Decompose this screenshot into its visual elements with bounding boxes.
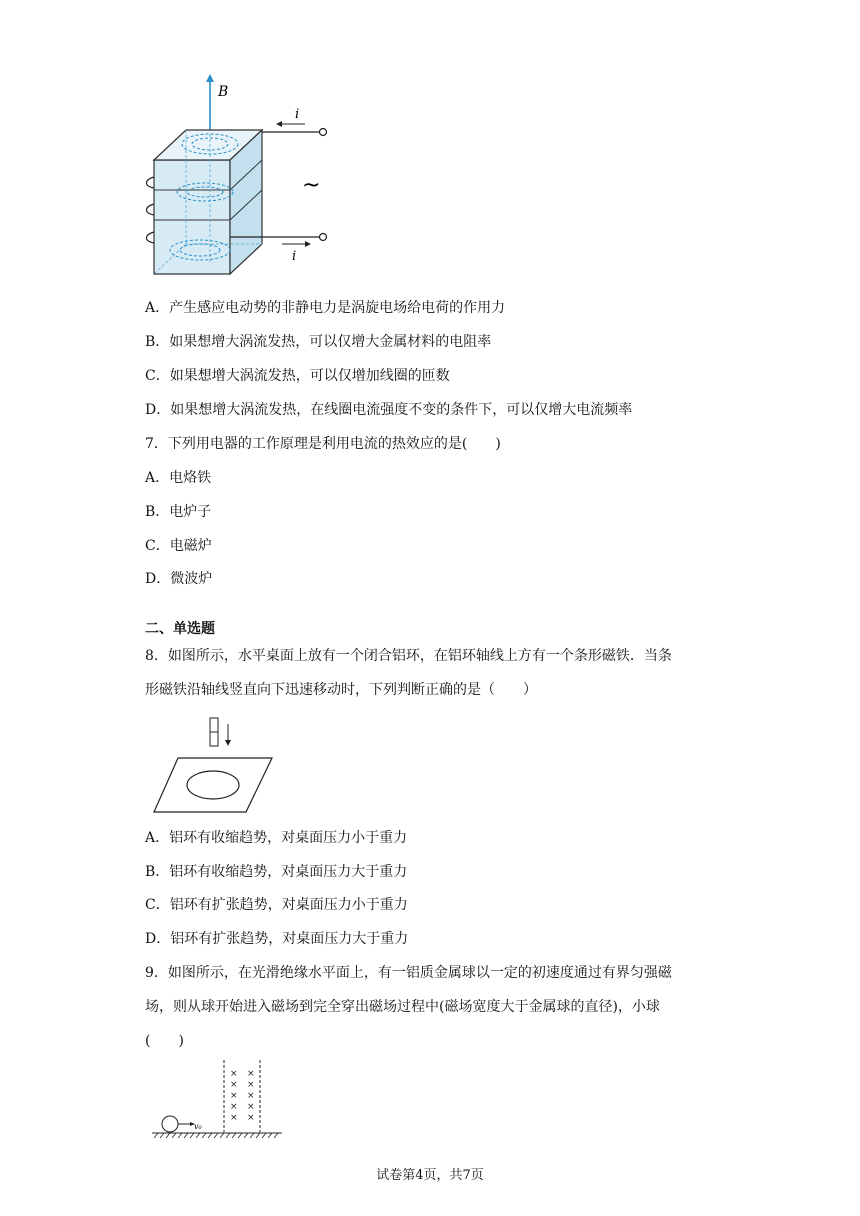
q8-option-a: A．铝环有收缩趋势，对桌面压力小于重力 [145,830,408,846]
q7-option-c: C．电磁炉 [145,538,212,554]
q8-option-b: B．铝环有收缩趋势，对桌面压力大于重力 [145,864,408,880]
label-ac: ~ [302,173,321,198]
svg-text:×: × [230,1091,238,1101]
svg-text:×: × [230,1102,238,1112]
q9-stem-line3: ( ) [145,1033,184,1049]
q7-option-d: D．微波炉 [145,571,213,587]
q9-stem-line1: 9．如图所示，在光滑绝缘水平面上，有一铝质金属球以一定的初速度通过有界匀强磁 [145,965,672,981]
q8-option-c: C．铝环有扩张趋势，对桌面压力小于重力 [145,897,408,913]
q6-option-a: A．产生感应电动势的非静电力是涡旋电场给电荷的作用力 [145,300,506,316]
label-i-top: i [295,107,300,122]
svg-text:×: × [247,1080,255,1090]
q8-option-d: D．铝环有扩张趋势，对桌面压力大于重力 [145,931,409,947]
q9-stem-line2: 场，则从球开始进入磁场到完全穿出磁场过程中(磁场宽度大于金属球的直径)，小球 [145,999,660,1015]
ball-field-figure [150,1056,290,1146]
q7-option-a: A．电烙铁 [145,470,212,486]
svg-text:×: × [247,1113,255,1123]
q7-stem: 7．下列用电器的工作原理是利用电流的热效应的是( ) [145,436,501,452]
page-footer: 试卷第4页，共7页 [376,1168,484,1183]
q6-option-c: C．如果想增大涡流发热，可以仅增加线圈的匝数 [145,368,450,384]
magnet-ring-figure [150,716,280,816]
q7-option-b: B．电炉子 [145,504,212,520]
q8-stem-line2: 形磁铁沿轴线竖直向下迅速移动时，下列判断正确的是（ ） [145,682,537,698]
q8-stem-line1: 8．如图所示，水平桌面上放有一个闭合铝环，在铝环轴线上方有一个条形磁铁．当条 [145,648,672,664]
q6-option-b: B．如果想增大涡流发热，可以仅增大金属材料的电阻率 [145,334,492,350]
svg-text:×: × [230,1113,238,1123]
svg-text:×: × [247,1102,255,1112]
svg-text:×: × [230,1069,238,1079]
label-v0: v₀ [194,1122,202,1131]
label-i-bottom: i [292,249,297,264]
svg-text:×: × [230,1080,238,1090]
section-heading: 二、单选题 [145,621,215,637]
label-b: B [218,84,229,100]
eddy-current-figure [140,72,340,282]
svg-text:×: × [247,1069,255,1079]
q6-option-d: D．如果想增大涡流发热，在线圈电流强度不变的条件下，可以仅增大电流频率 [145,402,633,418]
svg-text:×: × [247,1091,255,1101]
